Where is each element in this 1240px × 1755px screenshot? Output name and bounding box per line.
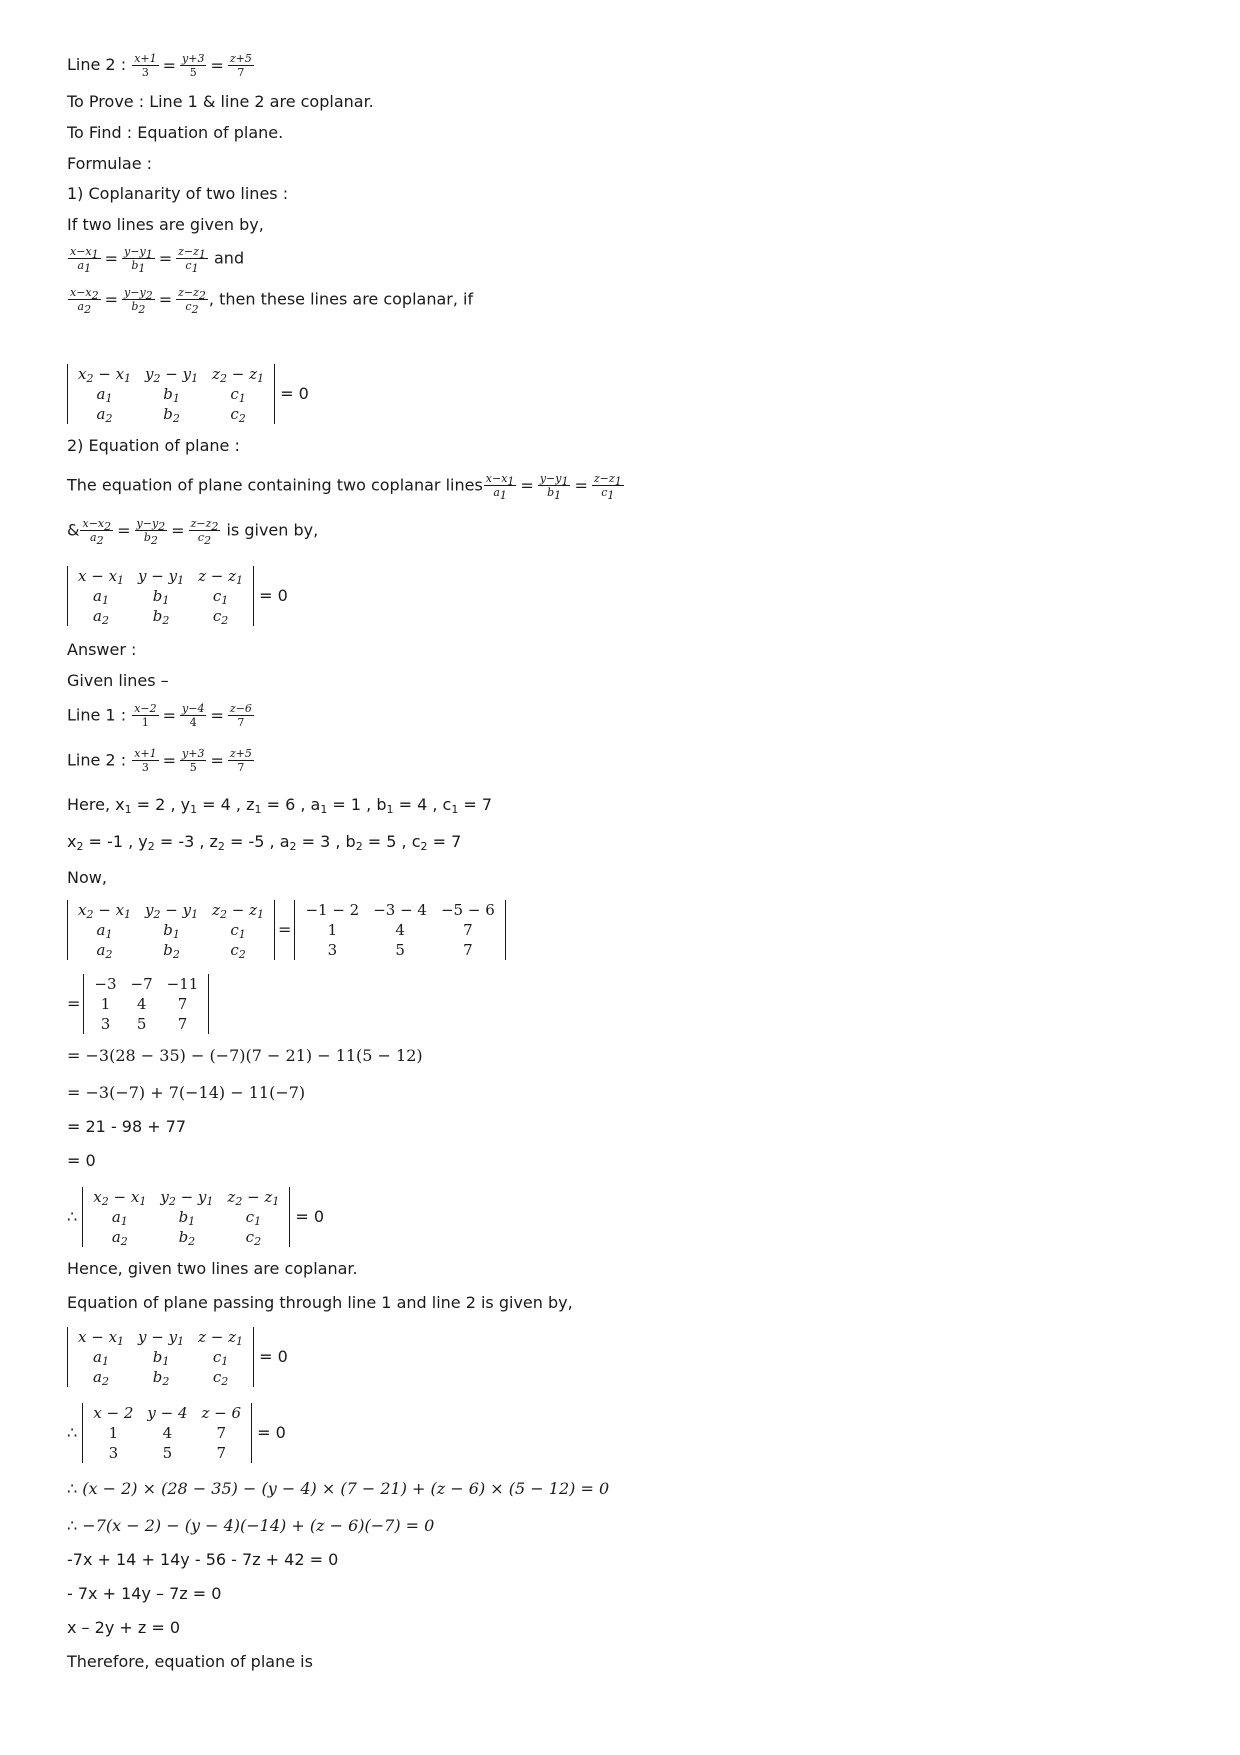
fraction: $\frac{x-x_1}{a_1}$ <box>70 245 99 275</box>
fraction: $\frac{y-y_1}{b_1}$ <box>124 245 153 275</box>
fraction: $\frac{y-y_2}{b_2}$ <box>124 286 153 316</box>
expand-5: x – 2y + z = 0 <box>67 1618 181 1637</box>
fraction: $\frac{z-6}{7}$ <box>229 702 252 729</box>
document-page <box>67 0 1167 1755</box>
expand-1: ∴ (x − 2) × (28 − 35) − (y − 4) × (7 − 21) + (z − 6) × (5 − 12) = 0 <box>67 1479 610 1498</box>
fraction: $\frac{z-z_1}{c_1}$ <box>593 472 622 502</box>
step-4: = 0 <box>67 1151 96 1170</box>
determinant: x − 2 y − 4 z − 6 1 4 7 3 5 7 <box>82 1403 252 1463</box>
then-text: , then these lines are coplanar, if <box>208 289 474 309</box>
line2: Line 2 : $\frac{x+1}{3}$ = $\frac{y+3}{5}$ = $\frac{z+5}{7}$ <box>67 747 252 774</box>
fraction: $\frac{x+1}{3}$ <box>134 52 157 79</box>
values-line-2: $x_2 = -1$ , $y_2 = -3$ , $z_2 = -5$ , $a_2 = 3$ , $b_2 = 5$ , $c_2 = 7$ <box>67 832 462 853</box>
plane-through: Equation of plane passing through line 1 and line 2 is given by, <box>67 1293 573 1312</box>
expand-2: ∴ −7(x − 2) − (y − 4)(−14) + (z − 6)(−7) = 0 <box>67 1516 435 1535</box>
general-line-2: $\frac{x-x_2}{a_2}$ = $\frac{y-y_2}{b_2}$ = $\frac{z-z_2}{c_2}$ , then these lines are coplanar, if <box>70 286 474 316</box>
plane-heading: 2) Equation of plane : <box>67 436 240 455</box>
equals-zero: = 0 <box>280 384 309 403</box>
fraction: $\frac{z-z_2}{c_2}$ <box>190 517 219 547</box>
now-determinant: $x_2 - x_1$ $y_2 - y_1$ $z_2 - z_1$ $a_1$ $b_1$ $c_1$ $a_2$ $b_2$ $c_2$ = −1 − 2 −3 − 4 −5 − 6 1 4 7 3 5 7 <box>67 900 506 960</box>
simplified-determinant: = −3 −7 −11 1 4 7 3 5 7 <box>67 974 209 1034</box>
here-values: Here, $x_1 = 2$ , $y_1 = 4$ , $z_1 = 6$ , $a_1 = 1$ , $b_1 = 4$ , $c_1 = 7$ <box>67 795 493 816</box>
formulae-heading: Formulae : <box>67 154 153 173</box>
determinant: $x_2 - x_1$ $y_2 - y_1$ $z_2 - z_1$ $a_1$ $b_1$ $c_1$ $a_2$ $b_2$ $c_2$ <box>67 900 275 960</box>
to-prove: To Prove : Line 1 & line 2 are coplanar. <box>67 92 374 111</box>
plane-numeric-det: ∴ x − 2 y − 4 z − 6 1 4 7 3 5 7 = 0 <box>67 1404 286 1462</box>
if-two-lines: If two lines are given by, <box>67 215 264 234</box>
line2-label: Line 2 : <box>67 55 127 74</box>
fraction: $\frac{z-z_1}{c_1}$ <box>178 245 206 275</box>
line2-given: Line 2 : $\frac{x+1}{3}$ = $\frac{y+3}{5}$ = $\frac{z+5}{7}$ <box>67 52 252 79</box>
expand-4: - 7x + 14y – 7z = 0 <box>67 1584 222 1603</box>
general-line-1: $\frac{x-x_1}{a_1}$ = $\frac{y-y_1}{b_1}$ = $\frac{z-z_1}{c_1}$ and <box>70 245 245 275</box>
line1: Line 1 : $\frac{x-2}{1}$ = $\frac{y-4}{4}$ = $\frac{z-6}{7}$ <box>67 702 252 729</box>
coplanarity-heading: 1) Coplanarity of two lines : <box>67 184 289 203</box>
fraction: $\frac{y-y_1}{b_1}$ <box>539 472 569 502</box>
plane-formula: $x - x_1$ $y - y_1$ $z - z_1$ $a_1$ $b_1$ $c_1$ $a_2$ $b_2$ $c_2$ = 0 <box>67 566 288 626</box>
fraction: $\frac{z+5}{7}$ <box>229 747 252 774</box>
therefore-plane: Therefore, equation of plane is <box>67 1652 313 1671</box>
fraction: $\frac{y-y_2}{b_2}$ <box>136 517 166 547</box>
answer-heading: Answer : <box>67 640 137 659</box>
fraction: $\frac{x-x_2}{a_2}$ <box>70 286 99 316</box>
step-3: = 21 - 98 + 77 <box>67 1117 187 1136</box>
fraction: $\frac{z+5}{7}$ <box>229 52 252 79</box>
determinant: $x_2 - x_1$ $y_2 - y_1$ $z_2 - z_1$ $a_1$ $b_1$ $c_1$ $a_2$ $b_2$ $c_2$ <box>82 1187 290 1247</box>
step-2: = −3(−7) + 7(−14) − 11(−7) <box>67 1083 306 1102</box>
fraction: $\frac{x-2}{1}$ <box>134 702 157 729</box>
fraction: $\frac{z-z_2}{c_2}$ <box>178 286 206 316</box>
now-label: Now, <box>67 868 107 887</box>
determinant: $x - x_1$ $y - y_1$ $z - z_1$ $a_1$ $b_1$ $c_1$ $a_2$ $b_2$ $c_2$ <box>67 566 254 626</box>
and-word: and <box>208 248 245 268</box>
hence-coplanar: Hence, given two lines are coplanar. <box>67 1259 358 1278</box>
plane-formula-repeat: $x - x_1$ $y - y_1$ $z - z_1$ $a_1$ $b_1$ $c_1$ $a_2$ $b_2$ $c_2$ = 0 <box>67 1327 288 1387</box>
determinant: −3 −7 −11 1 4 7 3 5 7 <box>83 974 209 1034</box>
fraction: $\frac{y-4}{4}$ <box>182 702 205 729</box>
given-lines: Given lines – <box>67 671 169 690</box>
to-find: To Find : Equation of plane. <box>67 123 284 142</box>
fraction: $\frac{y+3}{5}$ <box>182 747 205 774</box>
fraction: $\frac{x+1}{3}$ <box>134 747 157 774</box>
step-1: = −3(28 − 35) − (−7)(7 − 21) − 11(5 − 12) <box>67 1046 423 1065</box>
plane-intro-2: & $\frac{x-x_2}{a_2}$ = $\frac{y-y_2}{b_2}$ = $\frac{z-z_2}{c_2}$ is given by, <box>67 517 319 547</box>
fraction: $\frac{x-x_1}{a_1}$ <box>485 472 515 502</box>
expand-3: -7x + 14 + 14y - 56 - 7z + 42 = 0 <box>67 1550 339 1569</box>
fraction: $\frac{y+3}{5}$ <box>182 52 205 79</box>
numeric-determinant: −1 − 2 −3 − 4 −5 − 6 1 4 7 3 5 7 <box>294 900 505 960</box>
therefore-coplanar-det: ∴ $x_2 - x_1$ $y_2 - y_1$ $z_2 - z_1$ $a_1$ $b_1$ $c_1$ $a_2$ $b_2$ $c_2$ = 0 <box>67 1188 325 1248</box>
determinant: $x_2 - x_1$ $y_2 - y_1$ $z_2 - z_1$ $a_1$ $b_1$ $c_1$ $a_2$ $b_2$ $c_2$ <box>67 364 275 424</box>
plane-intro: The equation of plane containing two coplanar lines $\frac{x-x_1}{a_1}$ = $\frac{y-y_1}{b_1}$ = $\frac{z-z_1}{c_1}$ <box>67 472 622 502</box>
coplanarity-condition <box>67 364 309 424</box>
determinant: $x - x_1$ $y - y_1$ $z - z_1$ $a_1$ $b_1$ $c_1$ $a_2$ $b_2$ $c_2$ <box>67 1327 254 1387</box>
fraction: $\frac{x-x_2}{a_2}$ <box>82 517 112 547</box>
